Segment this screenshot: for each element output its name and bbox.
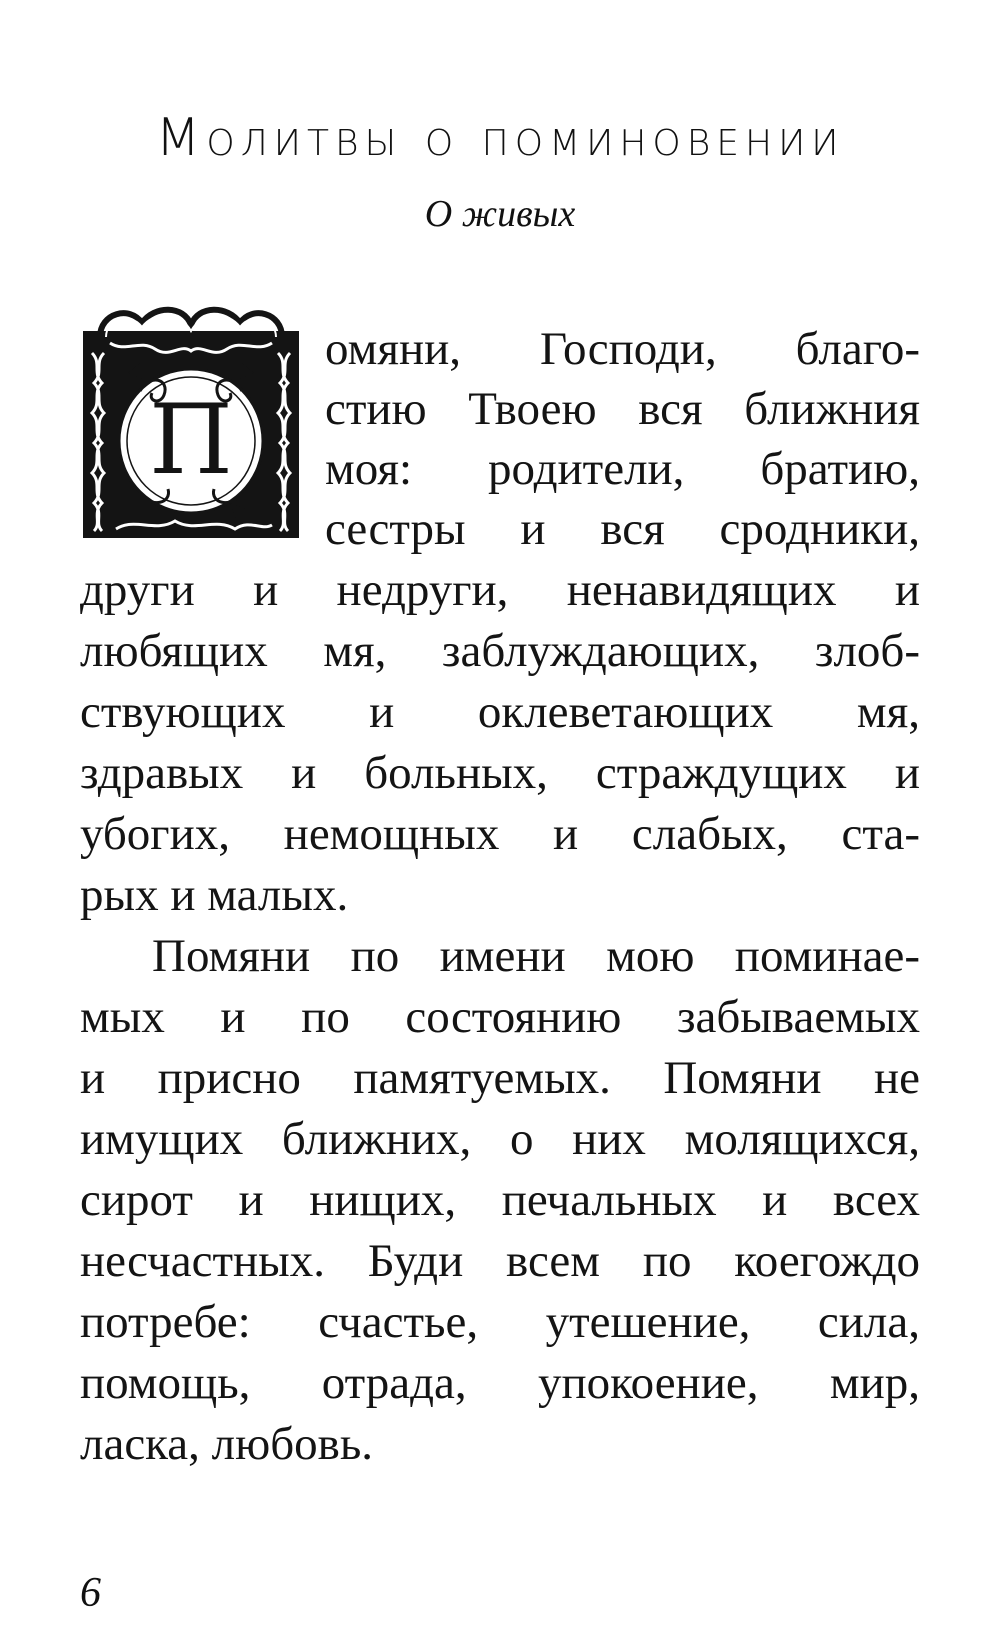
drop-cap-ornament <box>80 303 302 541</box>
text-line: убогих, немощных и слабых, ста- <box>80 808 920 860</box>
text-line: рых и малых. <box>80 869 349 921</box>
text-line: стию Твоею вся ближния <box>325 383 920 435</box>
text-line: сестры и вся сродники, <box>325 503 920 555</box>
page-number: 6 <box>80 1570 101 1616</box>
text-line: моя: родители, братию, <box>325 443 920 495</box>
text-line: омяни, Господи, благо- <box>325 323 920 375</box>
text-line: мых и по состоянию забываемых <box>80 991 920 1043</box>
book-page <box>80 0 920 1649</box>
text-line: Помяни по имени мою поминае- <box>152 930 920 982</box>
drop-cap-letter: П <box>149 384 233 496</box>
text-line: несчастных. Буди всем по коегождо <box>80 1235 920 1287</box>
text-line: здравых и больных, страждущих и <box>80 747 920 799</box>
text-line: сирот и нищих, печальных и всех <box>80 1174 920 1226</box>
text-line: ласка, любовь. <box>80 1418 374 1470</box>
page-title: Молитвы о поминовении <box>155 108 845 168</box>
text-line: потребе: счастье, утешение, сила, <box>80 1296 920 1348</box>
text-line: други и недруги, ненавидящих и <box>80 564 920 616</box>
section-subtitle: О живых <box>424 193 576 235</box>
text-line: ствующих и оклеветающих мя, <box>80 686 920 738</box>
text-line: имущих ближних, о них молящихся, <box>80 1113 920 1165</box>
text-line: и присно памятуемых. Помяни не <box>80 1052 920 1104</box>
text-line: помощь, отрада, упокоение, мир, <box>80 1357 920 1409</box>
text-line: любящих мя, заблуждающих, злоб- <box>80 625 920 677</box>
